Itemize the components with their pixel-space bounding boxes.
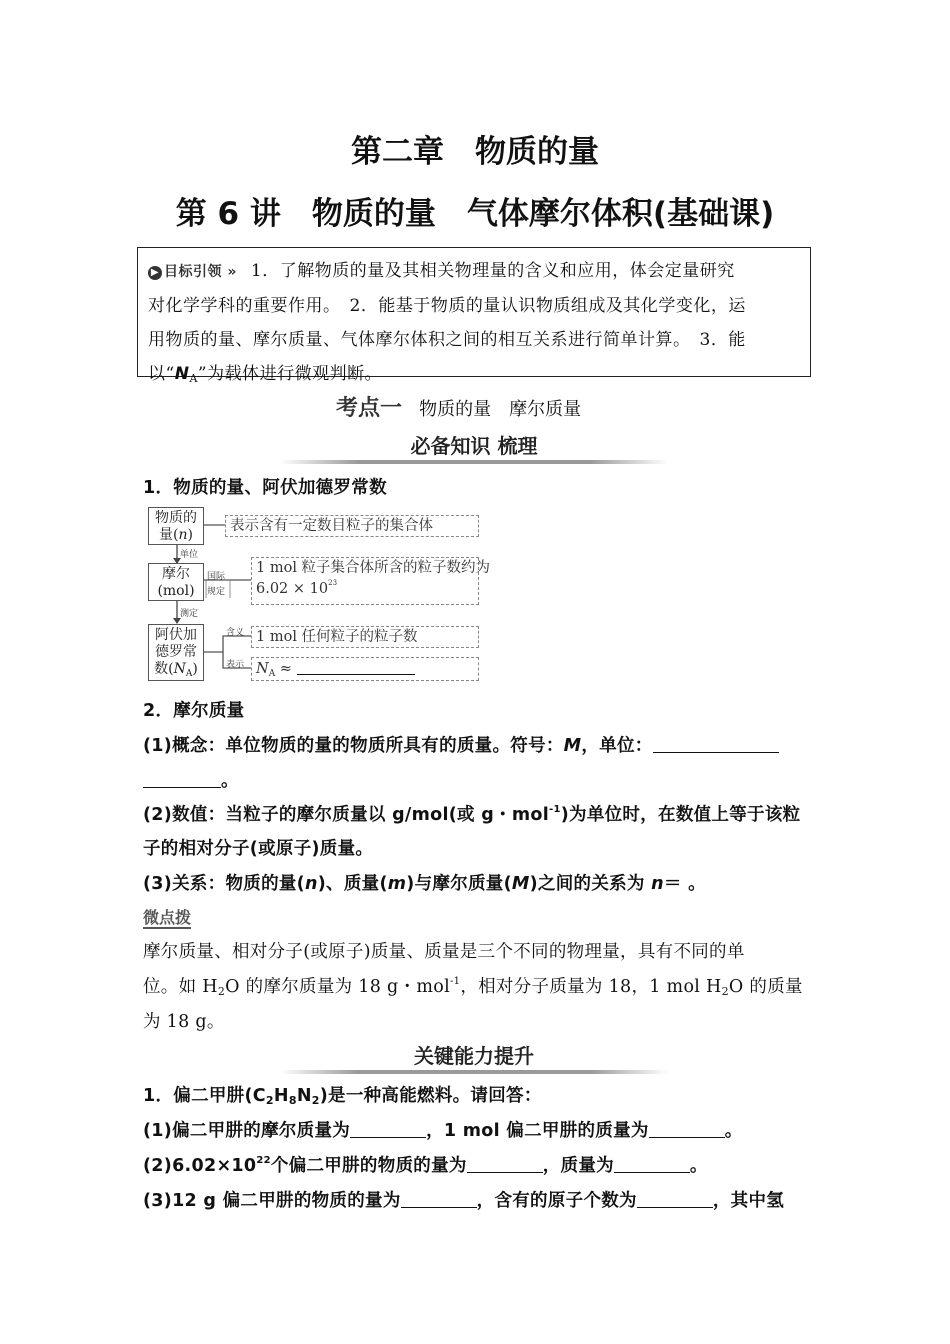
box-amount-of-substance: 物质的 量(n) bbox=[148, 507, 204, 545]
kaodian-heading bbox=[336, 391, 581, 422]
answer-blank[interactable] bbox=[350, 1121, 426, 1138]
tip-label: 微点拨 bbox=[143, 908, 192, 927]
answer-blank[interactable] bbox=[649, 1121, 725, 1138]
blank-unit-1 bbox=[653, 736, 779, 753]
lecture-title: 第 6 讲 物质的量 气体摩尔体积(基础课) bbox=[175, 196, 775, 232]
play-icon: ▶ bbox=[148, 266, 162, 280]
para-value-cont: 子的相对分子(或原子)质量。 bbox=[143, 839, 374, 859]
goal-line-1: 1．了解物质的量及其相关物理量的含义和应用，体会定量研究 bbox=[250, 261, 735, 281]
banner-guanjian: 关键能力提升 bbox=[280, 1040, 668, 1069]
concept-diagram bbox=[143, 506, 491, 686]
desc-na-approx: $N_A$ ≈ bbox=[251, 657, 479, 681]
banner-bibei: 必备知识 梳理 bbox=[280, 430, 668, 459]
label-unit: 单位 bbox=[180, 550, 199, 560]
label-meaning: 含义 bbox=[226, 628, 245, 638]
question-1: 1．偏二甲肼$(C_2H_8N_2)$是一种高能燃料。请回答： bbox=[143, 1086, 542, 1107]
para-relation: (3)关系：物质的量(n)、质量(m)与摩尔质量(M)之间的关系为 n＝ 。 bbox=[143, 874, 706, 894]
kaodian-title: 物质的量 摩尔质量 bbox=[419, 399, 582, 420]
para-concept: (1)概念：单位物质的量的物质所具有的质量。符号：M，单位： bbox=[143, 732, 808, 757]
goal-line-3: 用物质的量、摩尔质量、气体摩尔体积之间的相互关系进行简单计算。 3．能 bbox=[148, 330, 746, 350]
blank-unit-2 bbox=[143, 771, 221, 788]
goal-line-4: 以“$N_A$”为载体进行微观判断。 bbox=[148, 364, 383, 385]
label-international: 国际 bbox=[207, 572, 226, 582]
answer-blank[interactable] bbox=[401, 1191, 477, 1208]
answer-blank[interactable] bbox=[637, 1191, 713, 1208]
answer-blank[interactable] bbox=[614, 1156, 690, 1173]
chapter-title: 第二章 物质的量 bbox=[351, 134, 599, 170]
box-avogadro: 阿伏加 德罗常 数$(N_A)$ bbox=[148, 624, 204, 681]
goal-label: ▶ 目标引领 » bbox=[148, 255, 237, 289]
kaodian-label: 考点一 bbox=[336, 396, 403, 421]
note-line-1: 摩尔质量、相对分子(或原子)质量、质量是三个不同的物理量，具有不同的单 bbox=[143, 942, 745, 962]
question-1-part-2: $(2)6.02\times 10^{22}$个偏二甲肼的物质的量为 ，质量为 。 bbox=[143, 1155, 708, 1176]
label-measure: 测定 bbox=[180, 609, 199, 619]
goal-line-2: 对化学学科的重要作用。 2．能基于物质的量认识物质组成及其化学变化，运 bbox=[148, 296, 746, 316]
question-1-part-1: (1)偏二甲肼的摩尔质量为 ，1 mol 偏二甲肼的质量为 。 bbox=[143, 1121, 743, 1141]
double-chevron-icon: » bbox=[227, 264, 237, 280]
answer-blank[interactable] bbox=[467, 1156, 543, 1173]
desc-any-particle: 1 mol 任何粒子的粒子数 bbox=[251, 626, 479, 648]
blank-na-value bbox=[297, 658, 415, 675]
label-defined: 规定 bbox=[207, 587, 226, 597]
box-mole: 摩尔 (mol) bbox=[148, 563, 204, 601]
question-1-part-3: (3)12 g 偏二甲肼的物质的量为 ，含有的原子个数为 ，其中氢 bbox=[143, 1191, 785, 1211]
para-concept-cont: 。 bbox=[143, 767, 808, 792]
section-1-title: 1．物质的量、阿伏加德罗常数 bbox=[143, 478, 387, 498]
desc-collection: 表示含有一定数目粒子的集合体 bbox=[225, 515, 479, 537]
section-2-title: 2．摩尔质量 bbox=[143, 701, 245, 721]
note-line-2: 位。如 $H_2O$ 的摩尔质量为 18 g・mol$^{-1}$，相对分子质量为 18，1 mol $H_2O$ 的质量 bbox=[143, 976, 803, 998]
label-representation: 表示 bbox=[226, 660, 245, 670]
goal-box bbox=[137, 247, 811, 385]
note-line-3: 为 18 g。 bbox=[143, 1012, 225, 1032]
para-value: (2)数值：当粒子的摩尔质量以 g/mol(或 g・mol$^{-1}$)为单位时，在数值上等于该粒 bbox=[143, 804, 801, 825]
desc-particle-count: 1 mol 粒子集合体所含的粒子数约为 $6.02 \times 10^{23}$ bbox=[251, 557, 479, 605]
